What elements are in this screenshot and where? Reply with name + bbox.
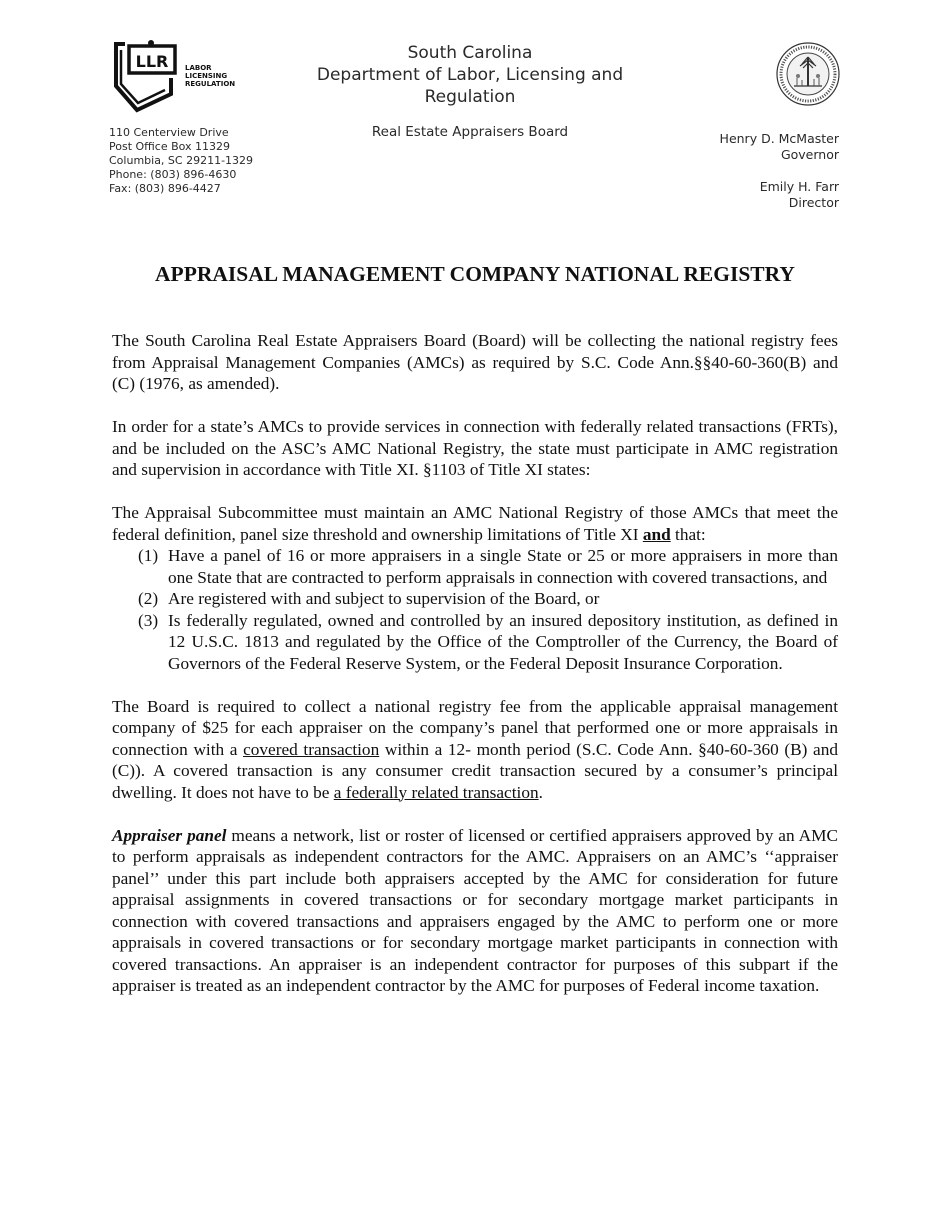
address-line: Post Office Box 11329 bbox=[109, 140, 231, 153]
paragraph-appraiser-panel: Appraiser panel means a network, list or roster of licensed or certified appraisers approved by an AMC to perform appraisals as independent contractors for the AMC. Appraisers on an AMC’s ‘‘appraiser panel’’ under this part include both appraisers accepted by the AMC for consideration for future appraisal assignments in covered transactions or for secondary mortgage market participants in connection with covered transactions and appraisers engaged by the AMC to perform one or more appraisals in covered transactions or for secondary mortgage market participants in connection with covered transactions. An appraiser is an independent contractor for purposes of this subpart if the appraiser is treated as an independent contractor by the AMC for purposes of Federal income taxation. bbox=[112, 825, 839, 995]
emphasis-and: and bbox=[642, 524, 671, 544]
logo-mark-dot bbox=[148, 40, 154, 46]
federally-related-transaction-link[interactable]: a federally related transaction bbox=[333, 782, 539, 802]
list-text: Is federally regulated, owned and controlled by an insured depository institution, as defined in 12 U.S.C. 1813 and regulated by the Office of the Comptroller of the Currency, the Board of Governors of the Federal Reserve System, or the Federal Deposit Insurance Corporation. bbox=[168, 610, 838, 673]
address-line: Columbia, SC 29211-1329 bbox=[109, 154, 254, 167]
paragraph-intro: The South Carolina Real Estate Appraisers Board (Board) will be collecting the national registry fees from Appraisal Management Companies (AMCs) as required by S.C. Code Ann.§§40-60-360(B) and (C) (1976, as amended). bbox=[112, 331, 838, 393]
governor-title: Governor bbox=[780, 147, 839, 162]
director-title: Director bbox=[788, 195, 839, 210]
document-title: APPRAISAL MANAGEMENT COMPANY NATIONAL REGISTRY bbox=[155, 262, 795, 286]
list-text: Are registered with and subject to supervision of the Board, or bbox=[168, 589, 600, 608]
term-appraiser-panel: Appraiser panel bbox=[112, 825, 227, 845]
paragraph-fee: The Board is required to collect a national registry fee from the applicable appraisal management company of $25 for each appraiser on the company’s panel that performed one or more appraisals in connection with a covered transaction within a 12- month period (S.C. Code Ann. §40-60-360 (B) and (C)). A covered transaction is any consumer credit transaction secured by a consumer’s principal dwelling. It does not have to be a federally related transaction. bbox=[112, 696, 839, 802]
list-item bbox=[112, 610, 838, 675]
board-name: Real Estate Appraisers Board bbox=[371, 124, 569, 140]
list-text: Have a panel of 16 or more appraisers in a single State or 25 or more appraisers in more than one State that are contracted to perform appraisals in connection with covered transactions, and bbox=[168, 546, 838, 587]
governor-name: Henry D. McMaster bbox=[719, 131, 839, 146]
logo-text-line-2: LICENSING bbox=[185, 72, 228, 80]
document-body bbox=[112, 330, 838, 1018]
list-item bbox=[112, 588, 838, 610]
paragraph-registry: The Appraisal Subcommittee must maintain an AMC National Registry of those AMCs that meet the federal definition, panel size threshold and ownership limitations of Title XI and that: bbox=[112, 503, 838, 544]
department-name: Department of Labor, Licensing and Regulation bbox=[316, 65, 624, 107]
logo-text-line-1: LABOR bbox=[185, 64, 212, 72]
list-number: (3) bbox=[138, 610, 159, 630]
address-block bbox=[109, 126, 253, 196]
covered-transaction-link[interactable]: covered transaction bbox=[243, 739, 380, 759]
director-name: Emily H. Farr bbox=[759, 179, 839, 194]
logo-text-line-3: REGULATION bbox=[185, 80, 236, 88]
list-number: (2) bbox=[138, 589, 159, 608]
fax-line: Fax: (803) 896-4427 bbox=[109, 182, 221, 195]
list-number: (1) bbox=[138, 546, 159, 565]
state-name: South Carolina bbox=[407, 43, 533, 63]
llr-logo bbox=[111, 40, 241, 120]
logo-mark-text: LLR bbox=[135, 52, 169, 71]
paragraph-title-xi: In order for a state’s AMCs to provide services in connection with federally related transactions (FRTs), and be included on the ASC’s AMC National Registry, the state must participate in AMC registration and supervision in accordance with Title XI. §1103 of Title XI states: bbox=[112, 417, 838, 479]
list-item bbox=[112, 545, 838, 588]
phone-line: Phone: (803) 896-4630 bbox=[109, 168, 237, 181]
requirements-list bbox=[112, 545, 838, 674]
state-seal-icon bbox=[776, 42, 840, 106]
address-line: 110 Centerview Drive bbox=[109, 126, 229, 139]
officials-block bbox=[720, 131, 839, 211]
agency-header bbox=[270, 42, 670, 140]
